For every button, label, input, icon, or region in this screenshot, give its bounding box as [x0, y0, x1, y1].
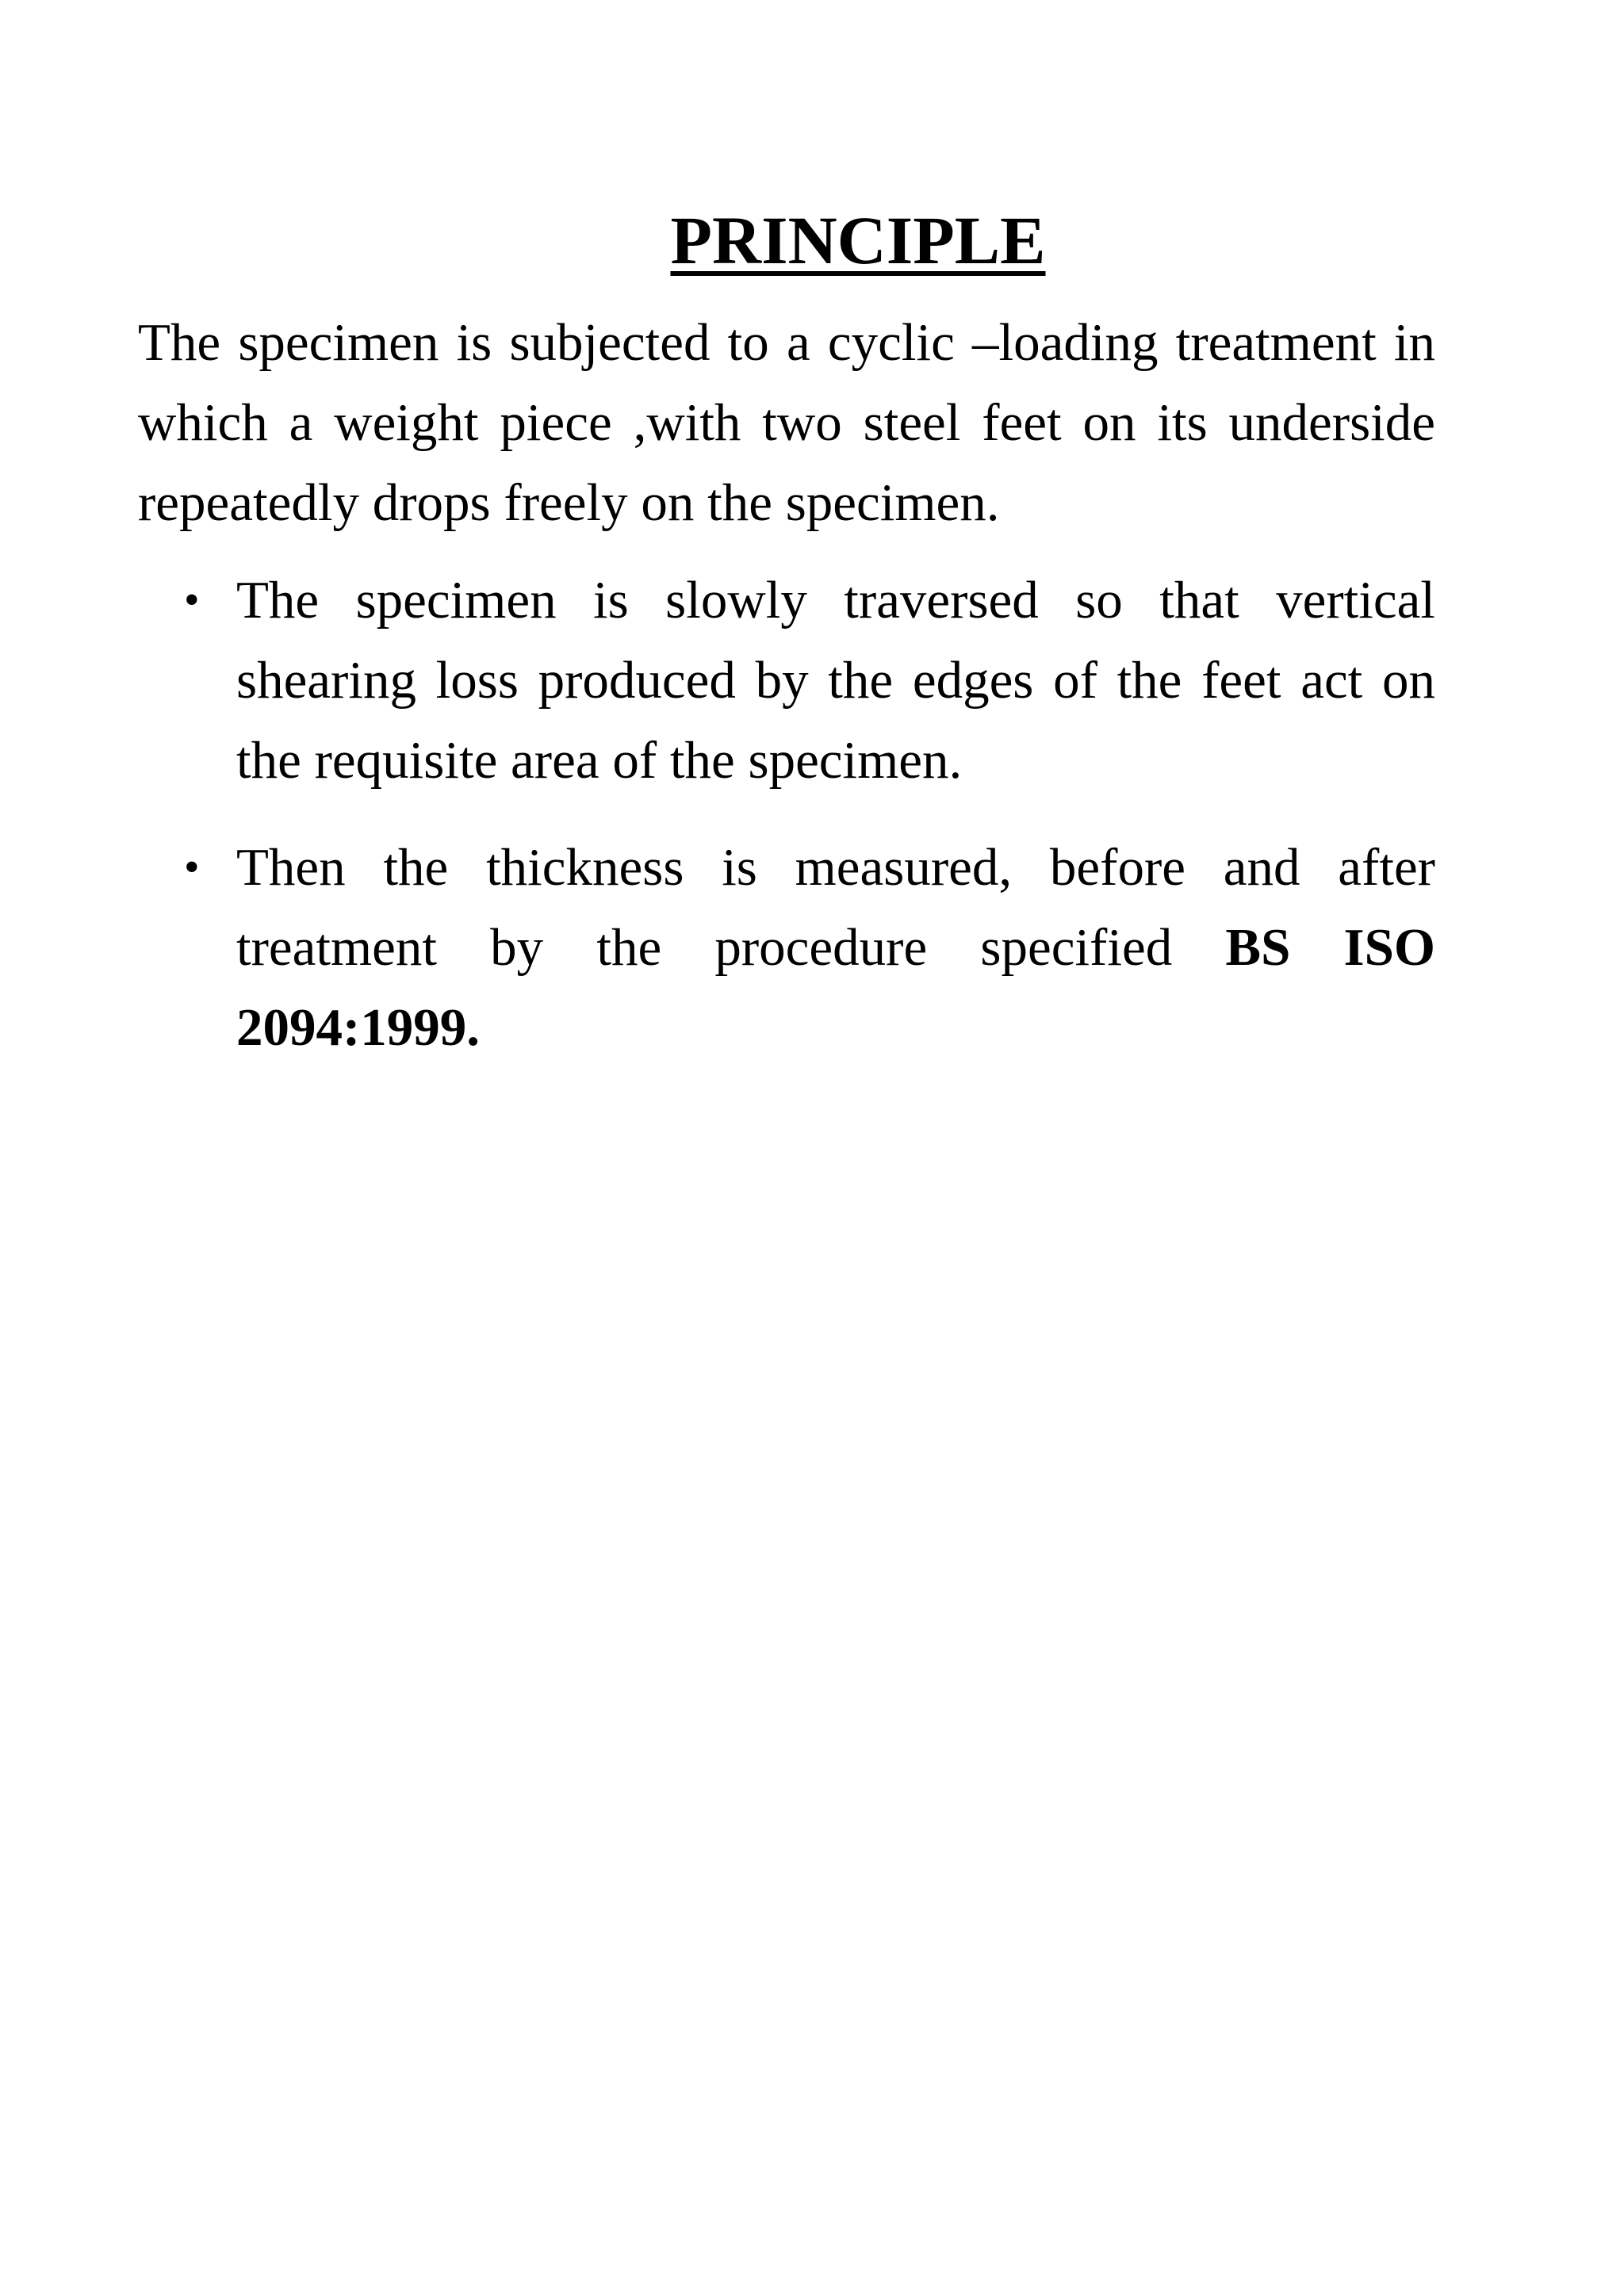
bullet-list	[138, 561, 1435, 1068]
list-item	[138, 561, 1435, 801]
bullet-icon: •	[184, 576, 200, 625]
list-item	[138, 828, 1435, 1068]
standard-reference: BS ISO 2094:1999.	[236, 918, 1435, 1057]
page-title	[138, 197, 1435, 284]
page-title-text: PRINCIPLE	[670, 202, 1046, 278]
list-item-text: Then the thickness is measured, before and after treatment by the procedure specified	[236, 838, 1435, 977]
list-item-text: The specimen is slowly traversed so that vertical shearing loss produced by the edges of the feet act on the requisite area of the specimen.	[236, 571, 1435, 790]
bullet-icon: •	[184, 843, 200, 892]
document-content	[138, 197, 1435, 1095]
intro-paragraph: The specimen is subjected to a cyclic –loading treatment in which a weight piece ,with two steel feet on its underside repeatedly drops freely on the specimen.	[138, 313, 1435, 532]
